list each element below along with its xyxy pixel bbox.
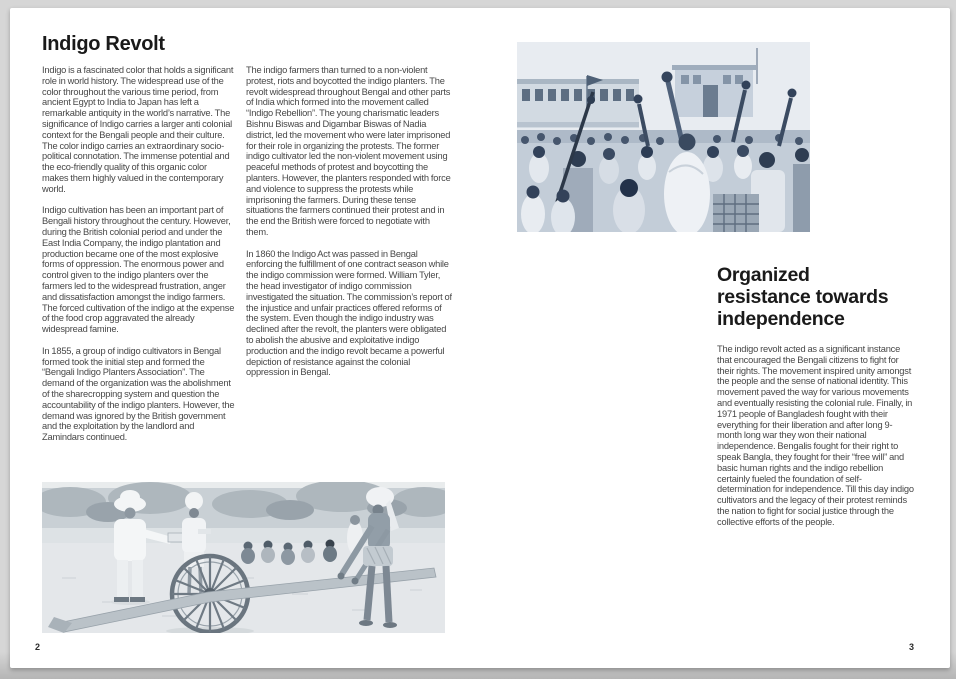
right-page-column [717,344,914,556]
article-title: Indigo Revolt [42,33,165,55]
crowd-protest-photo [517,42,810,232]
paragraph: Indigo is a fascinated color that holds a significant role in world history. The widespread use of the color throughout the various time period, from ancient Egypt to India to Japan has left a remarkable antiquity in the world’s narrative. The significance of Indigo carries a larger anti colonial context for the Bengali people and their culture. The color indigo carries an extraordinary socio-political connotation. The immense potential and the eco-friendly quality of this organic color makes them highly valued in the contemporary world. [42,65,234,194]
section-heading [717,264,929,330]
paragraph: Indigo cultivation has been an important part of Bengali history throughout the century. However, during the British colonial period and under the East India Company, the indigo plantation and production became one of the most explosive forms of oppression. The enormous power and control given to the indigo planters over the farmers led to the widespread frustration, anger and dissatisfaction amongst the indigo farmers. The forced cultivation of the indigo at the expense of the food crop aggravated the already widespread famine. [42,205,235,335]
plough-field-photo [42,482,445,633]
left-page-column-1 [42,65,235,481]
page-number-left: 2 [35,642,41,652]
section-heading-line: resistance towards [717,286,889,308]
paragraph: In 1855, a group of indigo cultivators in Bengal formed took the initial step and formed the “Bengali Indigo Planters Association”. The demand of the organization was the abolishment of the sharecropping system and question the accountability of the indigo planters. However, the demand was ignored by the British government and the exploitation by the landlord and Zamindars continued. [42,345,235,443]
left-page-column-2 [246,65,452,481]
plough-field-photo-image [42,482,445,633]
paragraph: In 1860 the Indigo Act was passed in Bengal enforcing the fulfillment of one contract season while the indigo commission were formed. William Tyler, the head investigator of indigo commission investigated the situation. The commission’s report of the injustice and unfair practices offered reforms of the system. Even though the indigo industry was declined after the revolt, the planters were obligated to abolish the abusive and exploitative indigo production and the indigo revolt became a powerful depiction of resistance against the colonial oppression in Bengal. [246,248,452,378]
page-number-right: 3 [909,642,915,652]
section-heading-line: independence [717,308,845,330]
paragraph: The indigo farmers than turned to a non-violent protest, riots and boycotted the indigo planters. The revolt widespread throughout Bengal and other parts of India which formed into the movement called “Indigo Rebellion”. The young charismatic leaders Bishnu Biswas and Digambar Biswas of Nadia district, led the movement who were later imprisoned for their role in organizing the protests. The former indigo cultivator led the non-violent movement using peaceful methods of protest and boycotting the planters. However, the planters responded with force and violence to suppress the protests while imprisoning the farmers. During these tense situations the farmers continued their protest and in the end the British were forced to negotiate with them. [246,65,451,237]
crowd-protest-photo-image [517,42,810,232]
section-heading-line: Organized [717,264,810,286]
book-spread [10,8,950,668]
paragraph: The indigo revolt acted as a significant instance that encouraged the Bengali citizens to fight for their rights. The movement inspired unity amongst the people and the sense of national identity. This movement paved the way for various movements and eventually resisting the colonial rule. Finally, in 1971 people of Bangladesh fought with their everything for their liberation and after long 9-month long war they won their national independence. Bengalis fought for their right to speak Bangla, they fought for their “free will” and basic human rights and the indigo rebellion certainly fueled the foundation of self-determination for independence. Till this day indigo cultivators and the legacy of their protest reminds the nation to fight for social justice through the collective efforts of the people. [717,344,914,527]
